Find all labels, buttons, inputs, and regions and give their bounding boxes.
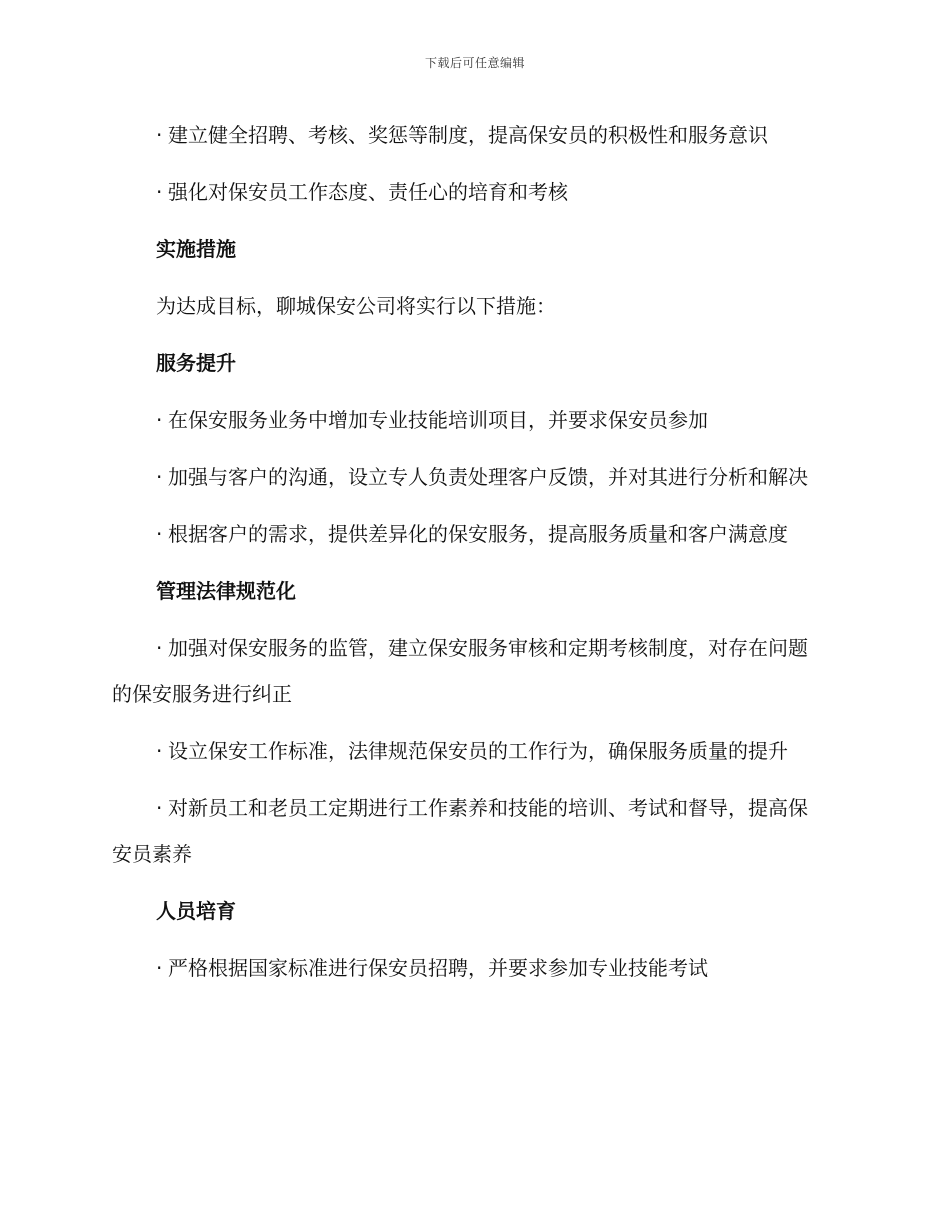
list-item-text: 设立保安工作标准，法律规范保安员的工作行为，确保服务质量的提升 (168, 739, 788, 763)
section-heading: 人员培育 (156, 899, 236, 923)
list-item-text: 对新员工和老员工定期进行工作素养和技能的培训、考试和督导，提高保安员素养 (112, 796, 808, 866)
list-item (112, 454, 822, 500)
bullet-mark: · (156, 123, 163, 147)
list-item (112, 397, 822, 443)
bullet-mark: · (156, 180, 163, 204)
bullet-mark: · (156, 465, 163, 489)
bullet-mark: · (156, 796, 163, 820)
list-item-text: 加强与客户的沟通，设立专人负责处理客户反馈，并对其进行分析和解决 (168, 465, 808, 489)
list-item-text: 建立健全招聘、考核、奖惩等制度，提高保安员的积极性和服务意识 (168, 123, 768, 147)
list-item (112, 169, 822, 215)
list-item (112, 625, 822, 717)
list-item (112, 112, 822, 158)
bullet-mark: · (156, 739, 163, 763)
document-body (112, 112, 822, 1002)
list-item (112, 511, 822, 557)
bullet-mark: · (156, 408, 163, 432)
list-item-text: 根据客户的需求，提供差异化的保安服务，提高服务质量和客户满意度 (168, 522, 788, 546)
section-heading: 服务提升 (156, 351, 236, 375)
list-item (112, 728, 822, 774)
list-item-text: 严格根据国家标准进行保安员招聘，并要求参加专业技能考试 (168, 956, 708, 980)
list-item (112, 945, 822, 991)
paragraph: 为达成目标，聊城保安公司将实行以下措施： (156, 294, 556, 318)
section-heading: 管理法律规范化 (156, 579, 296, 603)
bullet-mark: · (156, 956, 163, 980)
list-item-text: 强化对保安员工作态度、责任心的培育和考核 (168, 180, 568, 204)
bullet-mark: · (156, 522, 163, 546)
list-item-text: 在保安服务业务中增加专业技能培训项目，并要求保安员参加 (168, 408, 708, 432)
list-item-text: 加强对保安服务的监管，建立保安服务审核和定期考核制度，对存在问题的保安服务进行纠正 (112, 636, 808, 706)
section-heading: 实施措施 (156, 237, 236, 261)
page-header: 下载后可任意编辑 (424, 56, 525, 70)
list-item (112, 785, 822, 877)
bullet-mark: · (156, 636, 163, 660)
